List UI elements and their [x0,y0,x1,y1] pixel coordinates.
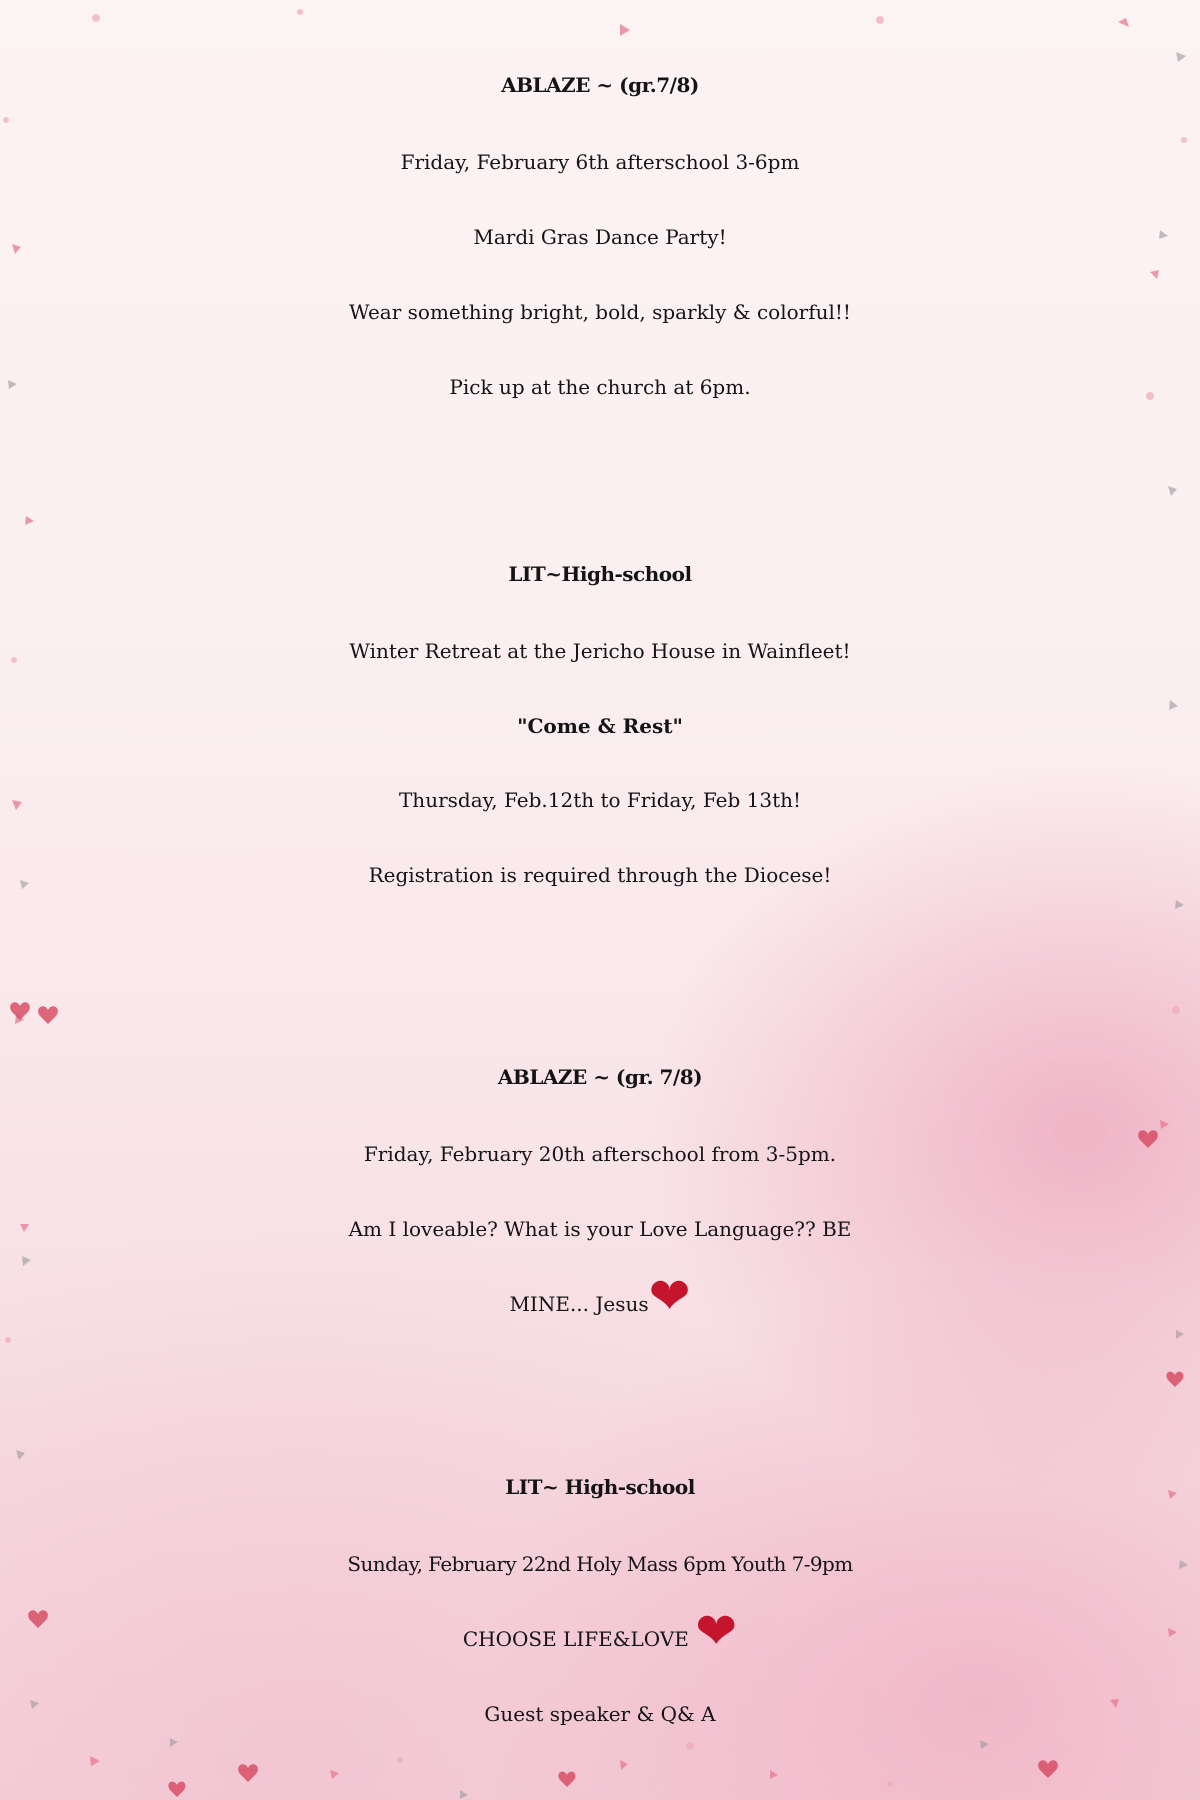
event-description-line: Am I loveable? What is your Love Language?? BE [348,1217,852,1241]
section-heading: LIT~ High-school [505,1475,695,1499]
event-title-line: Mardi Gras Dance Party! [473,225,727,249]
event-description-text: MINE... Jesus [509,1292,649,1316]
heart-icon: ❤ [695,1602,738,1660]
event-section-ablaze-feb-6 [0,45,1200,425]
event-theme-text: CHOOSE LIFE&LOVE [462,1627,696,1651]
event-description-line: Winter Retreat at the Jericho House in Wainfleet! [349,639,851,663]
section-heading: ABLAZE ~ (gr. 7/8) [497,1065,703,1089]
event-theme: "Come & Rest" [517,714,683,738]
event-date-line: Friday, February 6th afterschool 3-6pm [400,150,800,174]
event-description-line-2 [0,1267,1200,1342]
event-date-line: Friday, February 20th afterschool from 3-5pm. [363,1142,837,1166]
event-theme-line [0,1602,1200,1677]
event-date-line: Thursday, Feb.12th to Friday, Feb 13th! [398,788,802,812]
event-section-ablaze-feb-20 [0,1037,1200,1342]
section-heading: LIT~High-school [508,562,692,586]
event-date-line: Sunday, February 22nd Holy Mass 6pm Youth 7-9pm [347,1552,853,1576]
event-dress-line: Wear something bright, bold, sparkly & colorful!! [349,300,851,324]
event-pickup-line: Pick up at the church at 6pm. [449,375,751,399]
event-speaker-line: Guest speaker & Q& A [484,1702,716,1726]
event-registration-line: Registration is required through the Diocese! [368,863,832,887]
section-heading: ABLAZE ~ (gr.7/8) [501,73,699,97]
event-section-lit-retreat [0,534,1200,913]
heart-icon: ❤ [648,1267,691,1325]
event-section-lit-mass [0,1447,1200,1752]
